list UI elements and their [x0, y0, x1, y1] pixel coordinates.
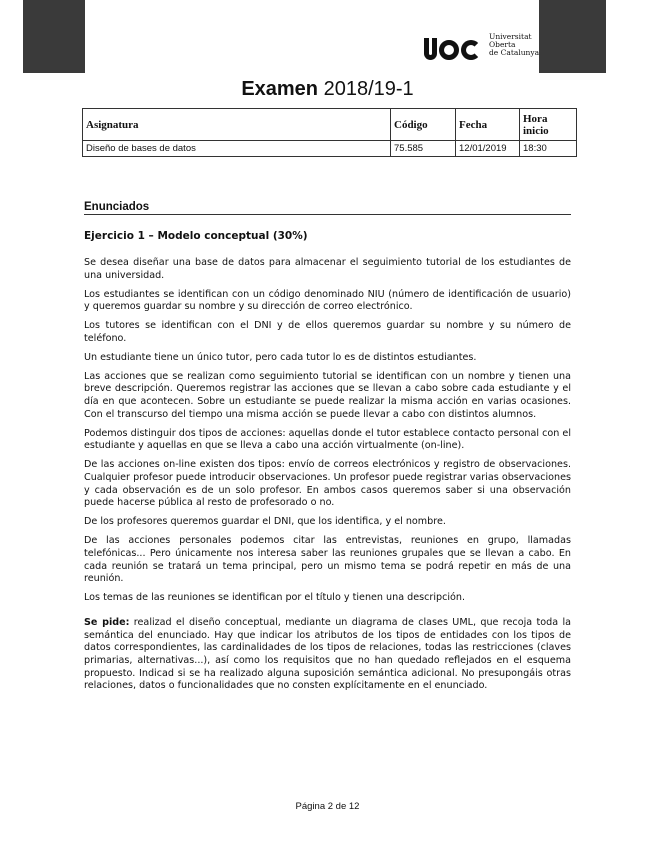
- corner-block-right: [539, 0, 606, 73]
- paragraph: Las acciones que se realizan como seguimiento tutorial se identifican con un nombre y tienen una breve descripción. Queremos registrar las acciones que se llevan a cabo sobre cada estudiante y el día en que acontecen. Sobre un estudiante se puede realizar la misma acción en varias ocasiones. Con el transcurso del tiempo una misma acción se puede llevar a cabo con distintos alumnos.: [84, 370, 571, 420]
- request-text: realizad el diseño conceptual, mediante un diagrama de clases UML, que recoja toda la semántica del enunciado. Hay que indicar los atributos de los tipos de entidades con los tipos de datos correspondientes, las cardinalidades de los tipos de relaciones, todas las restricciones (claves primarias, alternativas...), así como los requisitos que no han quedado reflejados en el esquema propuesto. Indicad si se ha realizado alguna suposición semántica adicional. No presupongáis otras relaciones, datos o funcionalidades que no consten explícitamente en el enunciado.: [84, 616, 571, 692]
- table-header-row: [83, 109, 577, 141]
- title-bold: Examen: [241, 78, 319, 100]
- header-hora-inicio: Hora inicio: [520, 109, 577, 141]
- title-rest: 2018/19-1: [318, 78, 414, 100]
- paragraph: Se desea diseñar una base de datos para almacenar el seguimiento tutorial de los estudiantes de una universidad.: [84, 257, 571, 281]
- paragraph: De los profesores queremos guardar el DNI, que los identifica, y el nombre.: [84, 516, 446, 528]
- exercise-statement: [84, 257, 571, 699]
- cell-fecha: 12/01/2019: [456, 141, 520, 157]
- exercise-title: Ejercicio 1 – Modelo conceptual (30%): [84, 230, 308, 242]
- table-row: [83, 141, 577, 157]
- corner-block-left: [23, 0, 85, 73]
- uoc-logo-text: Universitat Oberta de Catalunya: [489, 32, 540, 57]
- paragraph: Podemos distinguir dos tipos de acciones: aquellas donde el tutor establece contacto personal con el estudiante y aquellas en que se lleva a cabo una acción virtualmente (on-line).: [84, 427, 571, 452]
- paragraph: De las acciones personales podemos citar las entrevistas, reuniones en grupo, llamadas telefónicas... Pero únicamente nos interesa saber las reuniones grupales que se llevan a cabo. En cada reunión se tratará un tema principal, pero un mismo tema se podrá repetir en más de una reunión.: [84, 535, 571, 585]
- section-heading: Enunciados: [84, 201, 571, 215]
- paragraph: Los estudiantes se identifican con un código denominado NIU (número de identificación de usuario) y queremos guardar su nombre y su dirección de correo electrónico.: [84, 288, 571, 313]
- uoc-logo: [424, 26, 539, 64]
- paragraph: Los temas de las reuniones se identifican por el título y tienen una descripción.: [84, 592, 466, 604]
- paragraph: Los tutores se identifican con el DNI y de ellos queremos guardar su nombre y su número de teléfono.: [84, 320, 571, 344]
- page-number: Página 2 de 12: [295, 801, 360, 812]
- page-title: [0, 78, 655, 101]
- uoc-logo-mark: [424, 30, 481, 60]
- header-asignatura: Asignatura: [83, 109, 391, 141]
- header-codigo: Código: [391, 109, 456, 141]
- paragraph: Un estudiante tiene un único tutor, pero cada tutor lo es de distintos estudiantes.: [84, 351, 477, 363]
- exam-info-table: [82, 108, 577, 157]
- header-fecha: Fecha: [456, 109, 520, 141]
- request-lead: Se pide:: [84, 616, 130, 628]
- request-paragraph: [84, 617, 571, 693]
- paragraph: De las acciones on-line existen dos tipos: envío de correos electrónicos y registro de observaciones. Cualquier profesor puede introducir observaciones. Un profesor puede registrar varias observaciones y cada observación es de un solo profesor. En ambos casos queremos saber si una observación puede hacerse pública al resto de profesorado o no.: [84, 459, 571, 509]
- cell-asignatura: Diseño de bases de datos: [83, 141, 391, 157]
- cell-hora: 18:30: [520, 141, 577, 157]
- cell-codigo: 75.585: [391, 141, 456, 157]
